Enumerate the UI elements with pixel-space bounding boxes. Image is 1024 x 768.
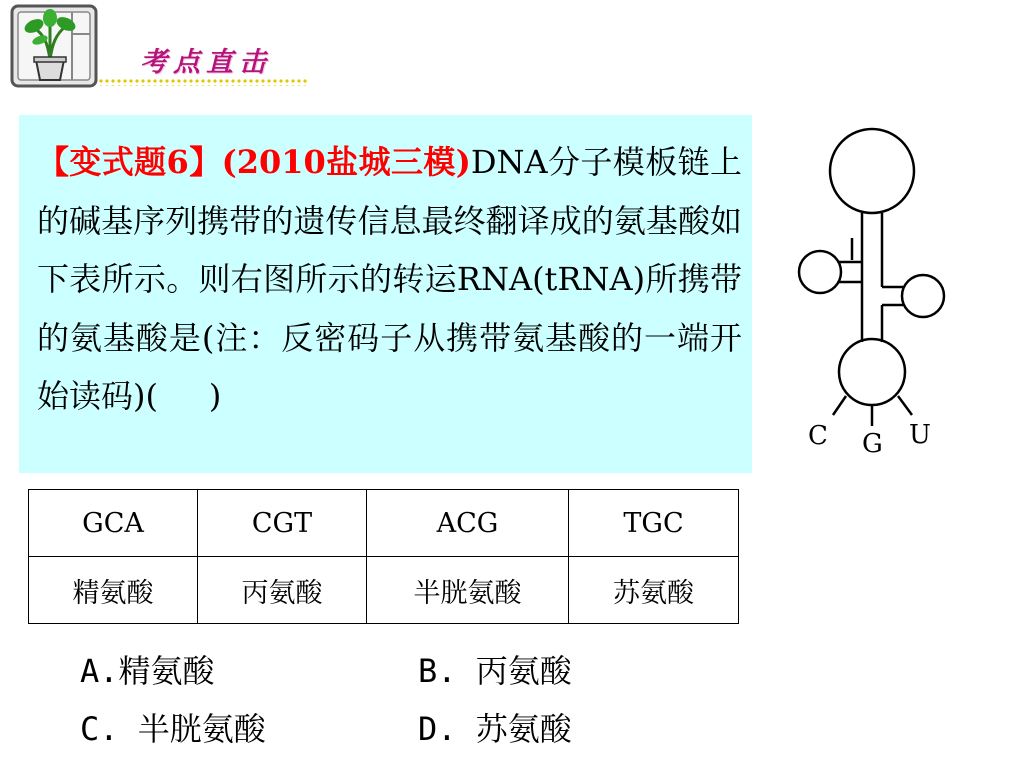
table-cell: ACG [367,490,569,557]
table-cell: TGC [569,490,739,557]
header-underline-dots [98,78,308,86]
table-cell: 半胱氨酸 [367,557,569,624]
table-cell: 丙氨酸 [198,557,367,624]
option-b[interactable]: B. 丙氨酸 [418,652,572,690]
table-cell: 苏氨酸 [569,557,739,624]
table-cell: CGT [198,490,367,557]
anticodon-label-middle: G [862,429,883,459]
codon-amino-acid-table [28,489,739,624]
question-text [37,133,742,426]
table-row [29,490,739,557]
question-source: (2010盐城三模) [221,143,471,181]
question-tag: 【变式题6】 [37,143,222,181]
option-a[interactable]: A.精氨酸 [80,652,215,690]
header-title: 考点直击 [140,47,272,78]
table-row [29,557,739,624]
question-box [19,115,752,473]
trna-diagram [778,122,988,462]
option-d[interactable]: D. 苏氨酸 [418,710,572,748]
table-cell: GCA [29,490,198,557]
potted-plant-logo-icon [10,4,100,90]
anticodon-label-right: U [909,420,931,450]
option-c[interactable]: C. 半胱氨酸 [80,710,266,748]
table-cell: 精氨酸 [29,557,198,624]
question-body: DNA分子模板链上的碱基序列携带的遗传信息最终翻译成的氨基酸如下表所示。则右图所示的转运RNA(tRNA)所携带的氨基酸是(注：反密码子从携带氨基酸的一端开始读码)( ) [37,143,742,415]
anticodon-label-left: C [808,421,828,451]
